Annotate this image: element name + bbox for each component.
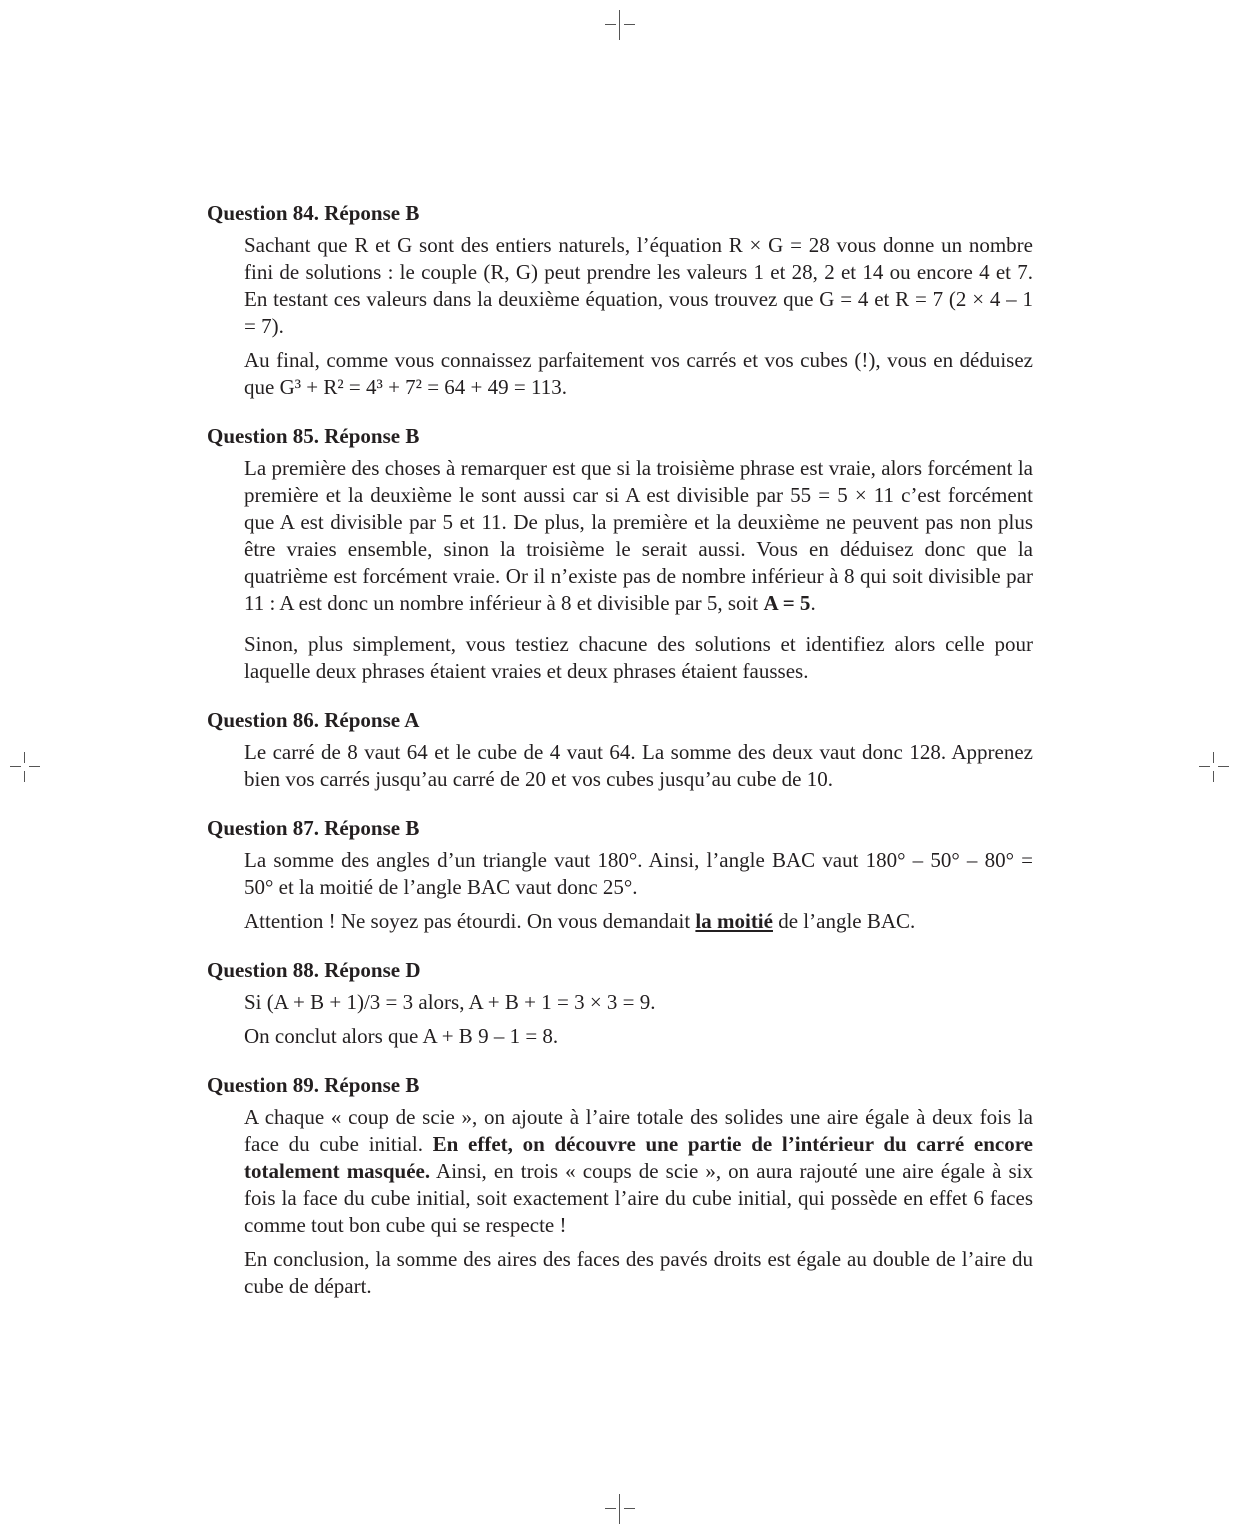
paragraph: A chaque « coup de scie », on ajoute à l’aire totale des solides une aire égale à deux fois la face du cube initial. En effet, on découvre une partie de l’intérieur du carré encore totalement masquée. Ainsi, en trois « coups de scie », on aura rajouté une aire égale à six fois la face du cube initial, soit exactement l’aire du cube initial, qui possède en effet 6 faces comme tout bon cube qui se respecte !: [244, 1105, 1034, 1237]
question-body: [207, 455, 1033, 685]
crop-mark-top: [605, 10, 635, 40]
question-title: Question 85. Réponse B: [207, 424, 420, 448]
paragraph: Si (A + B + 1)/3 = 3 alors, A + B + 1 = 3 × 3 = 9.: [244, 990, 656, 1014]
crop-mark-right: [1199, 752, 1229, 782]
answers-section: [207, 198, 1033, 1320]
question-title: Question 86. Réponse A: [207, 708, 420, 732]
crop-mark-left: [10, 752, 40, 782]
question-body: [207, 989, 1033, 1050]
question-title: Question 84. Réponse B: [207, 201, 420, 225]
question-body: [207, 1104, 1033, 1300]
crop-mark-bottom: [605, 1494, 635, 1524]
paragraph: En conclusion, la somme des aires des faces des pavés droits est égale au double de l’aire du cube de départ.: [244, 1247, 1033, 1298]
paragraph: La somme des angles d’un triangle vaut 180°. Ainsi, l’angle BAC vaut 180° – 50° – 80° = 50° et la moitié de l’angle BAC vaut donc 25°.: [244, 848, 1033, 899]
paragraph: Sinon, plus simplement, vous testiez chacune des solutions et identifiez alors celle pour laquelle deux phrases étaient vraies et deux phrases étaient fausses.: [244, 632, 1033, 683]
bold-statement: En effet, on découvre une partie de l’intérieur du carré encore totalement masquée.: [244, 1132, 1033, 1183]
paragraph: Attention ! Ne soyez pas étourdi. On vous demandait la moitié de l’angle BAC.: [244, 909, 916, 933]
question-title: Question 87. Réponse B: [207, 816, 420, 840]
paragraph: La première des choses à remarquer est que si la troisième phrase est vraie, alors forcément la première et la deuxième le sont aussi car si A est divisible par 55 = 5 × 11 c’est forcément que A est divisible par 5 et 11. De plus, la première et la deuxième ne peuvent pas non plus être vraies ensemble, sinon la troisième le serait aussi. Vous en déduisez donc que la quatrième est forcément vraie. Or il n’existe pas de nombre inférieur à 8 qui soit divisible par 11 : A est donc un nombre inférieur à 8 et divisible par 5, soit A = 5.: [244, 456, 1033, 615]
question-84: [207, 198, 1033, 401]
paragraph: Sachant que R et G sont des entiers naturels, l’équation R × G = 28 vous donne un nombre fini de solutions : le couple (R, G) peut prendre les valeurs 1 et 28, 2 et 14 ou encore 4 et 7. En testant ces valeurs dans la deuxième équation, vous trouvez que G = 4 et R = 7 (2 × 4 – 1 = 7).: [244, 233, 1033, 338]
question-body: [207, 739, 1033, 793]
emphasis-underline: la moitié: [695, 909, 773, 933]
question-body: [207, 232, 1033, 401]
question-86: [207, 705, 1033, 793]
question-85: [207, 421, 1033, 685]
paragraph: Le carré de 8 vaut 64 et le cube de 4 vaut 64. La somme des deux vaut donc 128. Apprenez bien vos carrés jusqu’au carré de 20 et vos cubes jusqu’au cube de 10.: [244, 740, 1033, 791]
question-title: Question 88. Réponse D: [207, 958, 421, 982]
question-body: [207, 847, 1033, 935]
question-89: [207, 1070, 1033, 1300]
paragraph: On conclut alors que A + B 9 – 1 = 8.: [244, 1024, 559, 1048]
question-title: Question 89. Réponse B: [207, 1073, 420, 1097]
paragraph: Au final, comme vous connaissez parfaitement vos carrés et vos cubes (!), vous en déduisez que G³ + R² = 4³ + 7² = 64 + 49 = 113.: [244, 348, 1033, 399]
question-87: [207, 813, 1033, 935]
question-88: [207, 955, 1033, 1050]
answer-highlight: A = 5: [763, 591, 811, 615]
